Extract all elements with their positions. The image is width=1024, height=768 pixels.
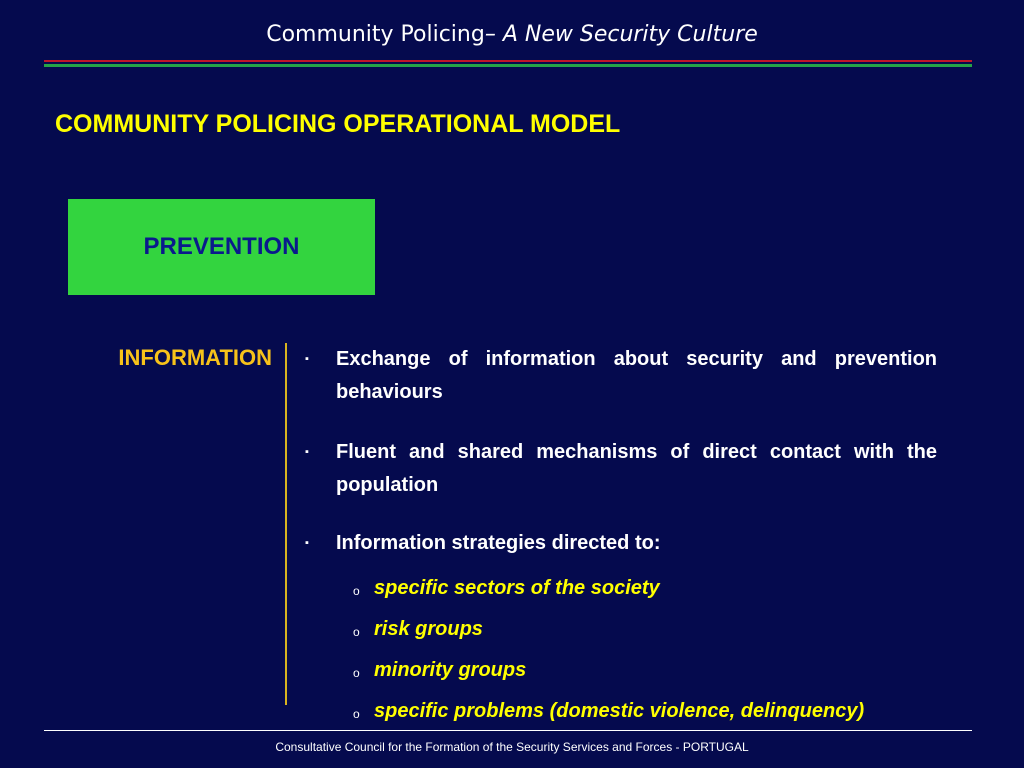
- sub-item-text: specific sectors of the society: [374, 577, 660, 599]
- circle-bullet-icon: o: [353, 625, 360, 639]
- header-title: [0, 22, 1024, 47]
- sub-item: [305, 650, 937, 691]
- square-bullet-icon: ▪: [305, 537, 309, 549]
- circle-bullet-icon: o: [353, 666, 360, 680]
- footer-text: Consultative Council for the Formation of the Security Services and Forces - PORTUGAL: [275, 740, 749, 754]
- main-heading: COMMUNITY POLICING OPERATIONAL MODEL: [55, 110, 621, 138]
- bullet-text: Information strategies directed to:: [336, 532, 661, 554]
- information-label: INFORMATION: [118, 345, 272, 370]
- circle-bullet-icon: o: [353, 707, 360, 721]
- square-bullet-icon: ▪: [305, 446, 309, 458]
- sub-item: [305, 691, 937, 732]
- sub-list: [305, 568, 937, 732]
- bullet-list: [305, 343, 937, 732]
- sub-item-text: specific problems (domestic violence, delinquency): [374, 700, 865, 722]
- prevention-box: [68, 199, 375, 295]
- bullet-text: Fluent and shared mechanisms of direct contact with the population: [336, 441, 937, 496]
- bullet-item: [305, 527, 937, 560]
- header-title-dash: –: [484, 22, 503, 47]
- footer-rule: [44, 730, 972, 731]
- sub-item: [305, 609, 937, 650]
- sub-item: [305, 568, 937, 609]
- square-bullet-icon: ▪: [305, 353, 309, 365]
- header-title-main: Community Policing: [266, 22, 485, 47]
- sub-item-text: risk groups: [374, 618, 483, 640]
- bullet-item: [305, 436, 937, 502]
- bullet-text: Exchange of information about security and prevention behaviours: [336, 348, 937, 403]
- header-title-sub: A New Security Culture: [502, 22, 758, 47]
- vertical-divider: [285, 343, 287, 705]
- prevention-label: PREVENTION: [143, 233, 300, 260]
- sub-item-text: minority groups: [374, 659, 527, 681]
- bullet-item: [305, 343, 937, 409]
- circle-bullet-icon: o: [353, 584, 360, 598]
- header-rule-red: [44, 60, 972, 62]
- header-rule-green: [44, 64, 972, 67]
